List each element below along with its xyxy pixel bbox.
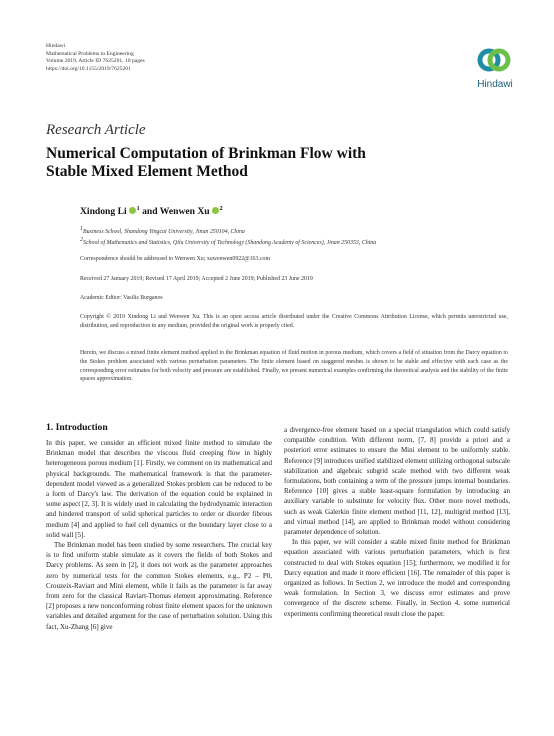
paragraph: a divergence-free element based on a special triangulation which could satisfy compatible condition. With different norm, [7, 8] provide a priori and a posteriori error estimates to ensure the Mini element to be uniformly stable. Reference [9] introduces unified stabilized element utilizing orthogonal subscale stabilization and algebraic subgrid scale method with two different weak formulations, both containing a term of the pressure jumps internal boundaries. Reference [10] gives a stable least-square formulation by introducing an auxiliary variable to substitute for velocity flux. Other more novel methods, such as weak Galerkin finite element method [11, 12], multigrid method [13], and virtual method [14], are applied to Brinkman model without considering parameter dependence of solution.: [284, 426, 510, 537]
paragraph: In this paper, we will consider a stable mixed finite method for Brinkman equation associated with various perturbation parameters, which is first constructed to deal with Stokes equation [15]; furthermore, we modified it for Darcy equation and made it more efficient [16]. The remainder of this paper is organized as follows. In Section 2, we introduce the model and corresponding weak formulation. In Section 3, we discuss error estimates and prove convergence of the discrete scheme. Finally, in Section 4, some numerical experiments confirming theoretical result close the paper.: [284, 538, 510, 618]
paragraph: In this paper, we consider an efficient mixed finite method to simulate the Brinkman model that describes the viscous fluid creeping flow in highly heterogeneous porous medium [1]. Firstly, we comment on its mathematical and physical backgrounds. The mathematical framework is that the parameter-dependent model viewed as a generalized Stokes problem can be reduced to be a form of Darcy's law. The derivation of the equation could be explained in some aspect [2, 3]. It is widely used in calculating the hydrodynamic interaction and hindered transport of solid spherical particles to order or disorder fibrous medium [4] and applied to fuel cell dynamics or the boundary layer close to a solid wall [5].: [46, 439, 272, 539]
abstract: Herein, we discuss a mixed finite element method applied to the Brinkman equation of fluid motion in porous medium, which covers a field of situation from the Darcy equation to the Stokes problem associated with various perturbation parameters. The finite element based on staggered meshes is shown to be stable and effective with each case as the corresponding error estimates for both velocity and pressure are established. Finally, we present numerical examples confirming the theoretical analysis and the stability of the finite spaces approximation.: [80, 350, 508, 383]
author-conjunction: and: [142, 206, 158, 218]
article-type: Research Article: [46, 122, 146, 138]
author-affiliation-mark: 2: [219, 206, 223, 212]
affiliation-mark: 1: [80, 226, 83, 232]
section-heading: 1. Introduction: [46, 422, 108, 433]
right-column: [284, 425, 510, 619]
journal-brand: Hindawi: [46, 43, 66, 49]
author-name: Xindong Li: [80, 206, 127, 218]
article-dates: Received 27 January 2019; Revised 17 April 2019; Accepted 2 June 2019; Published 23 June 2019: [80, 276, 313, 282]
paragraph: The Brinkman model has been studied by some researchers. The crucial key is to find uniform stable simulate as it covers the fields of both Stokes and Darcy problems. As seen in [2], it does not work as the parameter approaches zero by numerical tests for the common Stokes elements, e.g., P2 – P0, Crouzeix-Raviart and Mini element, while it fails as the parameter is far away from zero for the classical Raviart-Thomas element approximating. Reference [2] proposes a new nonconforming robust finite element spaces for the unknown variables and detailed argument for the case of perturbation solution. Using this fact, Xu-Zhang [6] give: [46, 541, 272, 631]
author-name: Wenwen Xu: [159, 206, 210, 218]
article-title: Numerical Computation of Brinkman Flow with Stable Mixed Element Method: [46, 145, 366, 180]
author-list: [80, 206, 223, 217]
author-affiliation-mark: 1: [136, 206, 140, 212]
academic-editor: Academic Editor: Vasilis Burganos: [80, 295, 163, 301]
orcid-icon[interactable]: [129, 207, 136, 214]
affiliation-1: [80, 226, 245, 235]
affiliation-mark: 2: [80, 237, 83, 243]
affiliation-text: Business School, Shandong Yingcai University, Jinan 250104, China: [83, 228, 245, 235]
left-column: [46, 438, 272, 632]
copyright-notice: Copyright © 2019 Xindong Li and Wenwen Xu. This is an open access article distributed under the Creative Commons Attribution License, which permits unrestricted use, distribution, and reproduction in any medium, provided the original work is properly cited.: [80, 314, 508, 329]
logo-wordmark: Hindawi: [477, 79, 513, 90]
affiliation-text: School of Mathematics and Statistics, Qilu University of Technology (Shandong Academy of Sciences), Jinan 250353, China: [83, 239, 377, 246]
journal-header: [46, 43, 145, 73]
journal-name: Mathematical Problems in Engineering: [46, 50, 134, 57]
orcid-icon[interactable]: [212, 207, 219, 214]
correspondence: Correspondence should be addressed to Wenwen Xu; xuwenwen0922@163.com: [80, 256, 271, 262]
affiliation-2: [80, 237, 376, 246]
volume-info: Volume 2019, Article ID 7625201, 10 pages: [46, 58, 145, 65]
doi-link[interactable]: https://doi.org/10.1155/2019/7625201: [46, 65, 131, 72]
